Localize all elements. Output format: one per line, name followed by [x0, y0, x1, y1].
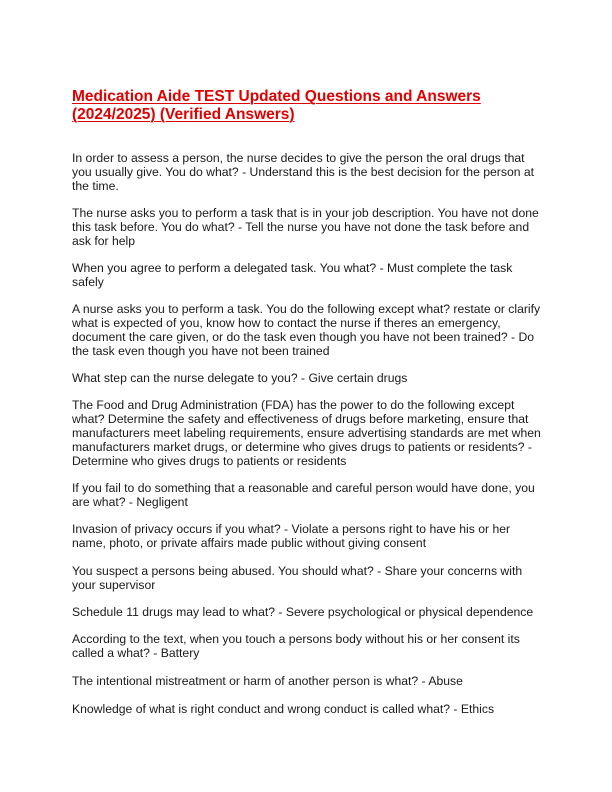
- qa-line: manufacturers meet labeling requirements, ensure advertising standards are met when: [72, 426, 541, 440]
- qa-line: are what? - Negligent: [72, 495, 188, 509]
- qa-item: [72, 261, 542, 289]
- title-line: (2024/2025) (Verified Answers): [72, 106, 295, 123]
- qa-item: [72, 702, 542, 716]
- qa-item: [72, 371, 542, 385]
- qa-line: document the care given, or do the task even though you have not been trained? - Do: [72, 330, 535, 344]
- qa-line: What step can the nurse delegate to you? - Give certain drugs: [72, 371, 408, 385]
- title-line: Medication Aide TEST Updated Questions and Answers: [72, 88, 481, 105]
- qa-line: the time.: [72, 179, 119, 193]
- qa-line: The nurse asks you to perform a task that is in your job description. You have not done: [72, 206, 539, 220]
- qa-line: Knowledge of what is right conduct and wrong conduct is called what? - Ethics: [72, 702, 495, 716]
- qa-line: If you fail to do something that a reasonable and careful person would have done, you: [72, 481, 535, 495]
- qa-line: Determine who gives drugs to patients or residents: [72, 454, 347, 468]
- qa-line: manufacturers market drugs, or determine who gives drugs to patients or residents? -: [72, 440, 532, 454]
- qa-item: [72, 206, 542, 248]
- qa-item: [72, 151, 542, 193]
- qa-line: safely: [72, 275, 104, 289]
- qa-line: According to the text, when you touch a persons body without his or her consent its: [72, 632, 520, 646]
- document-title: [72, 88, 542, 124]
- qa-item: [72, 398, 542, 468]
- qa-line: You suspect a persons being abused. You should what? - Share your concerns with: [72, 564, 523, 578]
- qa-item: [72, 632, 542, 660]
- qa-line: the task even though you have not been trained: [72, 344, 330, 358]
- qa-line: called a what? - Battery: [72, 646, 200, 660]
- qa-line: Schedule 11 drugs may lead to what? - Severe psychological or physical dependence: [72, 605, 534, 619]
- qa-item: [72, 674, 542, 688]
- qa-line: what? Determine the safety and effectiveness of drugs before marketing, ensure that: [72, 412, 529, 426]
- qa-line: ask for help: [72, 234, 136, 248]
- qa-line: you usually give. You do what? - Understand this is the best decision for the person at: [72, 165, 535, 179]
- qa-line: A nurse asks you to perform a task. You do the following except what? restate or clarify: [72, 302, 541, 316]
- qa-line: what is expected of you, know how to contact the nurse if theres an emergency,: [72, 316, 501, 330]
- qa-item: [72, 302, 542, 358]
- qa-item: [72, 481, 542, 509]
- qa-line: The Food and Drug Administration (FDA) has the power to do the following except: [72, 398, 515, 412]
- qa-line: In order to assess a person, the nurse decides to give the person the oral drugs that: [72, 151, 525, 165]
- qa-line: The intentional mistreatment or harm of another person is what? - Abuse: [72, 674, 463, 688]
- qa-line: this task before. You do what? - Tell the nurse you have not done the task before and: [72, 220, 530, 234]
- qa-line: name, photo, or private affairs made public without giving consent: [72, 536, 427, 550]
- qa-line: When you agree to perform a delegated task. You what? - Must complete the task: [72, 261, 513, 275]
- qa-item: [72, 605, 542, 619]
- qa-item: [72, 522, 542, 550]
- qa-line: your supervisor: [72, 578, 156, 592]
- qa-item: [72, 564, 542, 592]
- qa-line: Invasion of privacy occurs if you what? - Violate a persons right to have his or her: [72, 522, 511, 536]
